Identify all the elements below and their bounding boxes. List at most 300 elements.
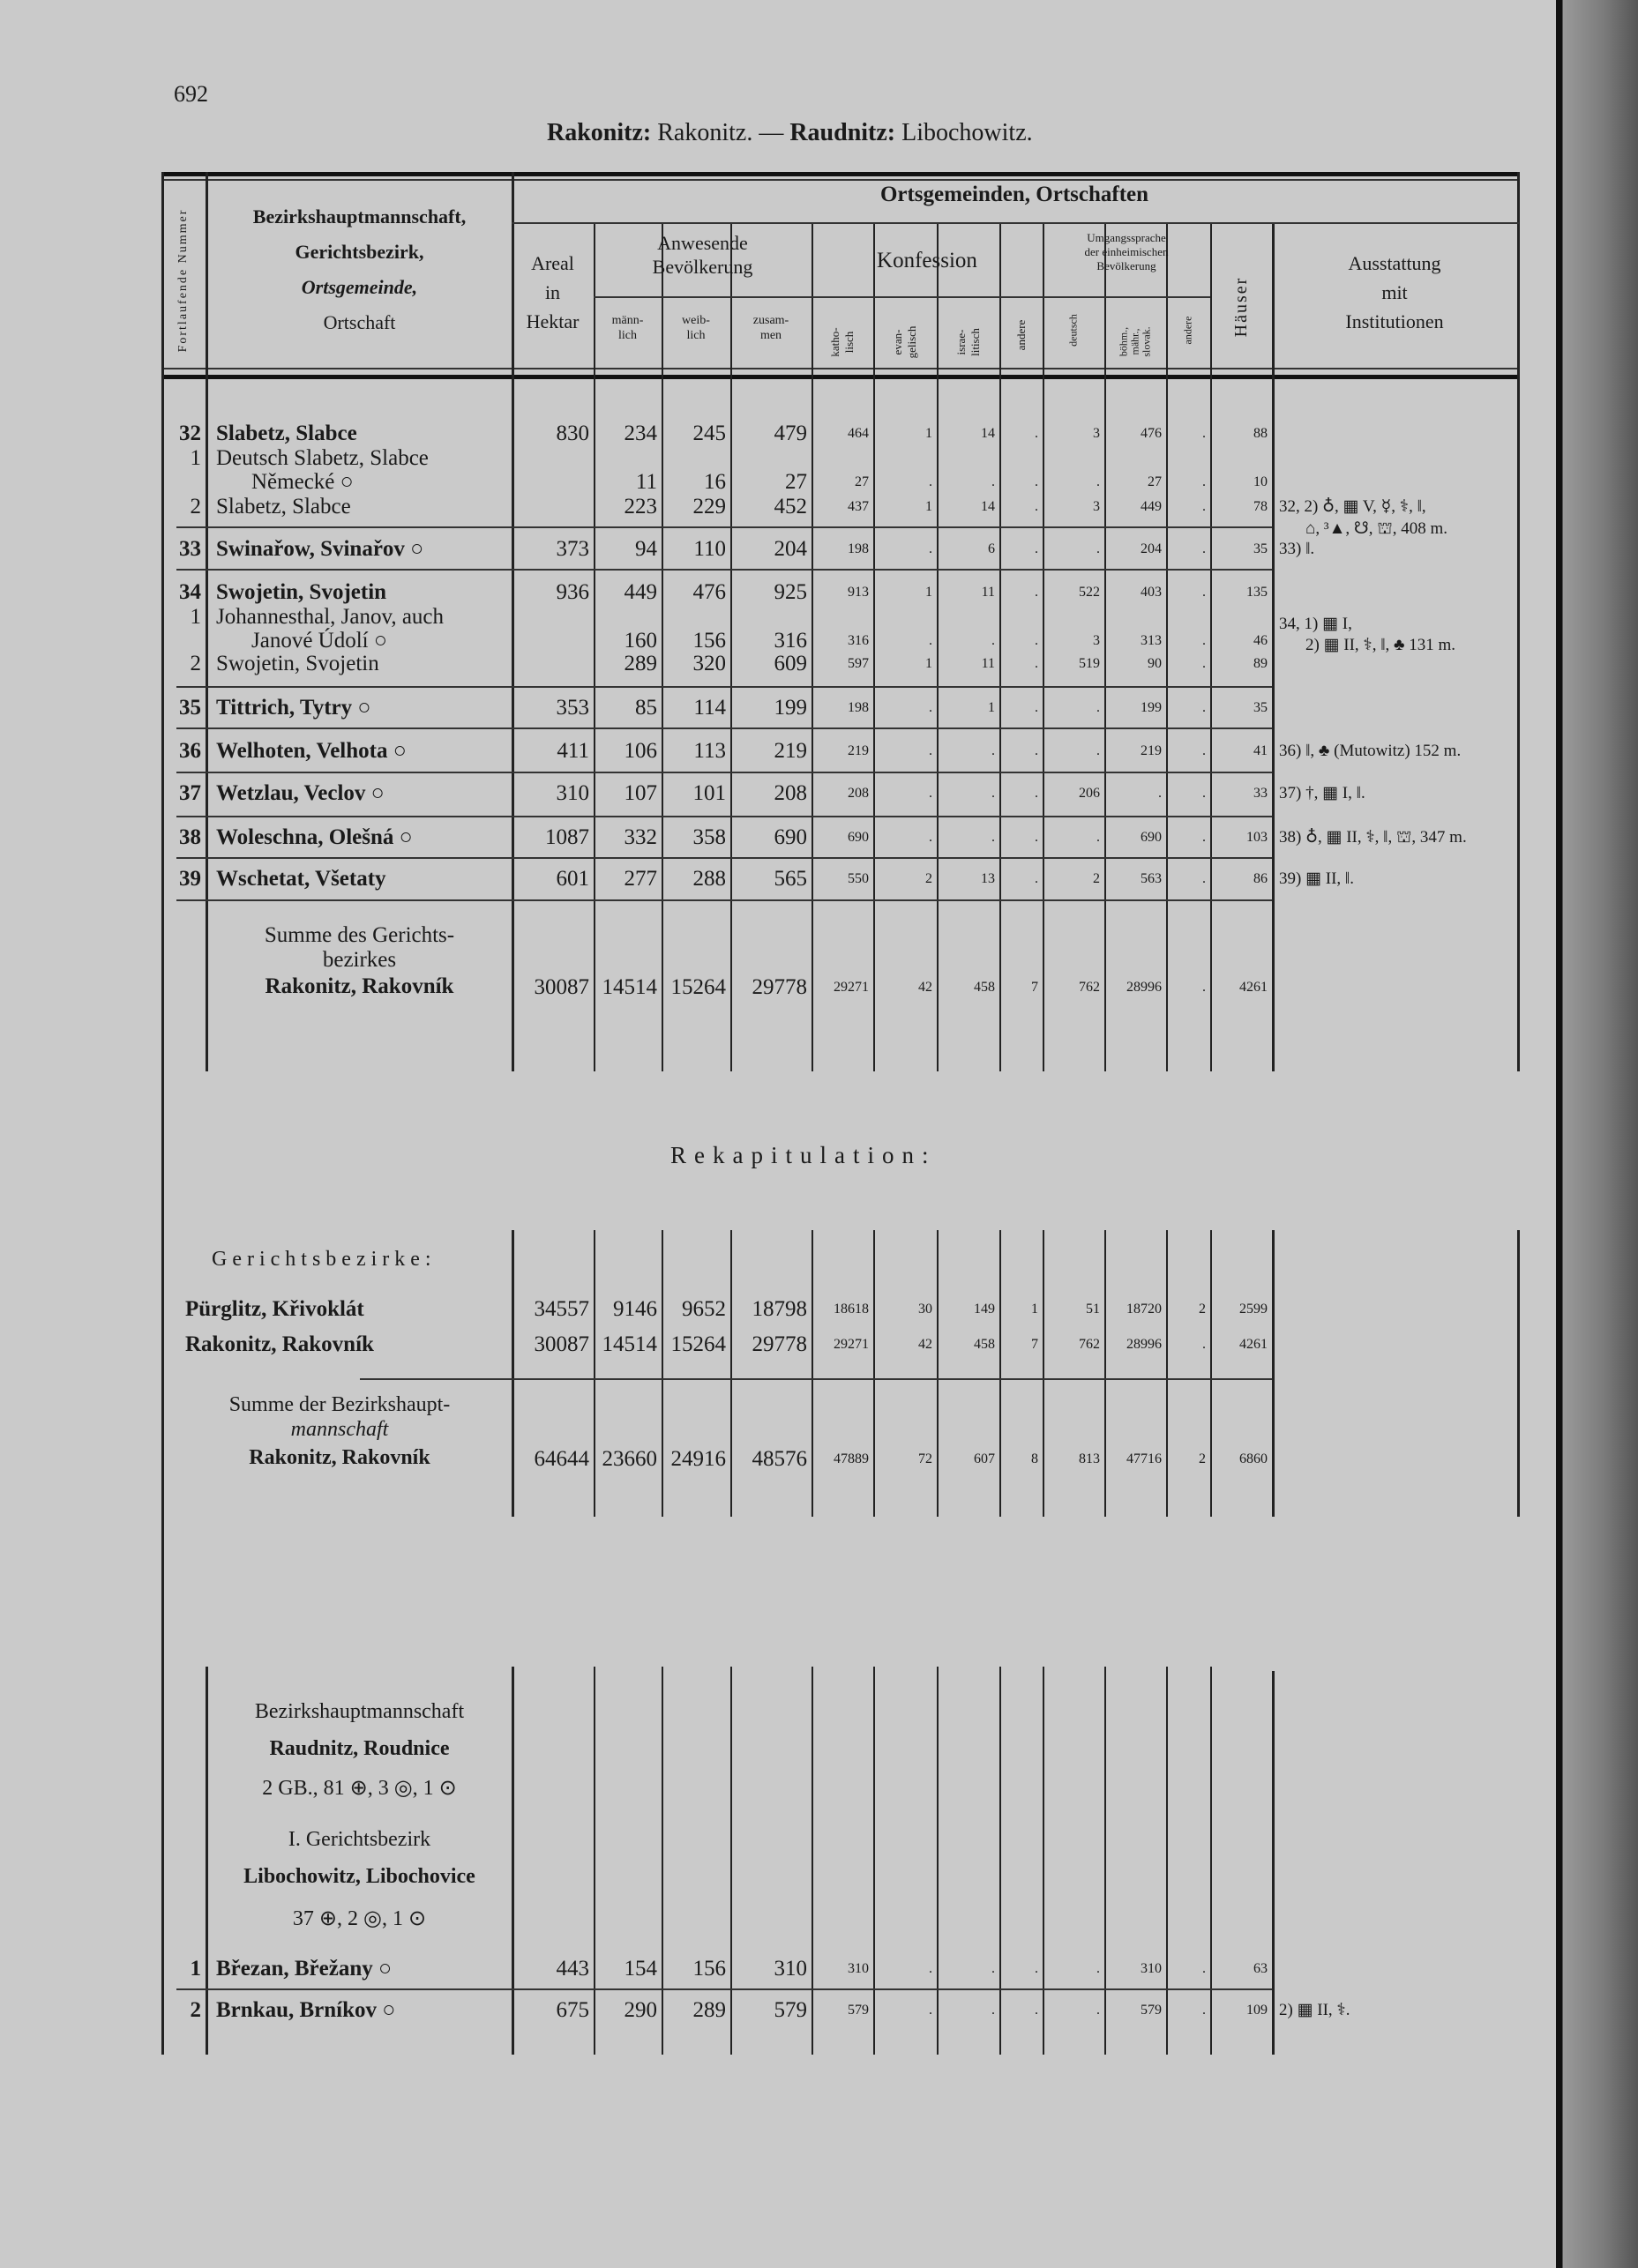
row-number: 37 [179, 781, 201, 805]
column-rule [594, 1667, 595, 2055]
column-rule [594, 1230, 595, 1517]
row-number: 2 [190, 652, 201, 675]
andere-sprache-cell: . [1202, 426, 1206, 441]
column-rule [873, 1667, 875, 2055]
katholisch-cell: 913 [848, 585, 869, 600]
boehmisch-cell: 219 [1141, 743, 1162, 758]
andere-konf-cell: . [1035, 2003, 1038, 2018]
row-rule [176, 526, 1272, 528]
deutsch-cell: 3 [1093, 499, 1100, 514]
boehmisch-cell: 199 [1141, 700, 1162, 715]
israelitisch-cell: . [991, 633, 995, 648]
evangelisch-cell: . [929, 786, 932, 801]
katholisch-cell: 198 [848, 541, 869, 556]
weiblich-cell: 358 [692, 825, 726, 849]
boehmisch-cell: 27 [1148, 474, 1162, 489]
andere-sprache-cell: . [1202, 2003, 1206, 2018]
column-rule [1517, 172, 1520, 1071]
row-number: 36 [179, 739, 201, 763]
israelitisch-cell: 6 [988, 541, 995, 556]
evangelisch-cell: 42 [918, 980, 932, 995]
haeuser-cell: 10 [1253, 474, 1268, 489]
weiblich-cell: 114 [693, 696, 726, 720]
areal-cell: 675 [556, 1998, 589, 2022]
weiblich-cell: 15264 [670, 1332, 726, 1356]
israelitisch-cell: . [991, 830, 995, 845]
row-rule [176, 727, 1272, 729]
deutsch-cell: . [1096, 1961, 1100, 1976]
haeuser-cell: 6860 [1239, 1451, 1268, 1466]
maennlich-cell: 14514 [602, 975, 657, 999]
row-rule [176, 857, 1272, 859]
zusammen-cell: 29778 [752, 975, 807, 999]
andere-konf-cell: . [1035, 700, 1038, 715]
place-name: Woleschna, Olešná ○ [216, 825, 413, 849]
katholisch-cell: 29271 [834, 980, 869, 995]
haeuser-cell: 89 [1253, 656, 1268, 671]
deutsch-cell: 2 [1093, 871, 1100, 886]
deutsch-cell: 3 [1093, 633, 1100, 648]
weiblich-cell: 320 [692, 652, 726, 675]
areal-cell: 443 [556, 1957, 589, 1981]
haeuser-cell: 88 [1253, 426, 1268, 441]
israelitisch-cell: 607 [974, 1451, 995, 1466]
israelitisch-cell: 1 [988, 700, 995, 715]
andere-konf-cell: . [1035, 1961, 1038, 1976]
maennlich-cell: 160 [624, 629, 657, 653]
katholisch-cell: 464 [848, 426, 869, 441]
zusammen-cell: 199 [774, 696, 807, 720]
evangelisch-cell: . [929, 743, 932, 758]
haeuser-cell: 33 [1253, 786, 1268, 801]
andere-sprache-cell: . [1202, 700, 1206, 715]
ausstattung-note: 32, 2) ♁, ▦ V, ☿, ⚕, ‖, [1279, 497, 1426, 516]
page-edge-shadow [1556, 0, 1638, 2268]
zusammen-cell: 316 [774, 629, 807, 653]
andere-konf-cell: . [1035, 743, 1038, 758]
weiblich-cell: 16 [704, 470, 726, 494]
deutsch-cell: 813 [1079, 1451, 1100, 1466]
place-name: Tittrich, Tytry ○ [216, 696, 371, 720]
row-number: 38 [179, 825, 201, 849]
row-rule [176, 686, 1272, 688]
header-name-line: Ortsgemeinde, [301, 276, 418, 298]
zusammen-cell: 27 [785, 470, 807, 494]
andere-konf-cell: . [1035, 499, 1038, 514]
maennlich-cell: 23660 [602, 1447, 657, 1471]
andere-konf-cell: . [1035, 541, 1038, 556]
row-number: 2 [190, 1998, 201, 2022]
evangelisch-cell: . [929, 2003, 932, 2018]
zusammen-cell: 565 [774, 867, 807, 891]
boehmisch-cell: 204 [1141, 541, 1162, 556]
deutsch-cell: 762 [1079, 980, 1100, 995]
maennlich-cell: 106 [624, 739, 657, 763]
andere-sprache-cell: . [1202, 541, 1206, 556]
weiblich-cell: 101 [692, 781, 726, 805]
column-rule [1104, 1230, 1106, 1517]
israelitisch-cell: . [991, 474, 995, 489]
ausstattung-note: 38) ♁, ▦ II, ⚕, ‖, ⛫, 347 m. [1279, 828, 1467, 847]
evangelisch-cell: . [929, 1961, 932, 1976]
row-number: 1 [190, 1957, 201, 1981]
boehmisch-cell: 28996 [1126, 1337, 1162, 1352]
row-rule [176, 772, 1272, 773]
zusammen-cell: 18798 [752, 1297, 807, 1321]
header-sprache-line: der einheimischen [1084, 245, 1169, 258]
katholisch-cell: 316 [848, 633, 869, 648]
column-rule [937, 1667, 939, 2055]
district-heading-line: Raudnitz, Roudnice [269, 1737, 450, 1760]
maennlich-cell: 94 [635, 537, 657, 561]
place-name: Deutsch Slabetz, Slabce [216, 446, 429, 470]
andere-sprache-cell: . [1202, 980, 1206, 995]
district-heading-line: Bezirkshauptmannschaft [254, 1700, 465, 1723]
header-sprache-line: Bevölkerung [1096, 259, 1156, 272]
column-rule [512, 222, 513, 1071]
title-district-2: Raudnitz: [789, 119, 896, 146]
recap-sum-label-line: Summe der Bezirkshaupt- [228, 1393, 451, 1416]
row-rule [176, 899, 1272, 901]
column-rule [999, 1230, 1001, 1517]
header-ausstattung-line: Institutionen [1345, 310, 1444, 332]
deutsch-cell: . [1096, 830, 1100, 845]
maennlich-cell: 234 [624, 422, 657, 445]
areal-cell: 30087 [534, 975, 589, 999]
header-deutsch: deutsch [1066, 314, 1080, 347]
ausstattung-note: 2) ▦ II, ⚕. [1279, 2001, 1350, 2019]
ausstattung-note: 34, 1) ▦ I, [1279, 615, 1352, 633]
title-district-1: Rakonitz: [547, 119, 652, 146]
maennlich-cell: 289 [624, 652, 657, 675]
zusammen-cell: 310 [774, 1957, 807, 1981]
andere-sprache-cell: . [1202, 585, 1206, 600]
row-number: 2 [190, 495, 201, 519]
boehmisch-cell: 476 [1141, 426, 1162, 441]
deutsch-cell: 206 [1079, 786, 1100, 801]
column-rule [161, 172, 164, 2055]
deutsch-cell: 519 [1079, 656, 1100, 671]
boehmisch-cell: 28996 [1126, 980, 1162, 995]
deutsch-cell: . [1096, 541, 1100, 556]
andere-sprache-cell: 2 [1199, 1302, 1206, 1317]
israelitisch-cell: . [991, 743, 995, 758]
katholisch-cell: 29271 [834, 1337, 869, 1352]
andere-konf-cell: . [1035, 633, 1038, 648]
katholisch-cell: 437 [848, 499, 869, 514]
column-rule [662, 1230, 663, 1517]
evangelisch-cell: 1 [925, 585, 932, 600]
header-israelitisch: israe- litisch [954, 328, 982, 356]
header-areal-line: Areal [531, 252, 574, 274]
column-rule [206, 1667, 208, 2055]
katholisch-cell: 198 [848, 700, 869, 715]
haeuser-cell: 86 [1253, 871, 1268, 886]
andere-konf-cell: . [1035, 585, 1038, 600]
weiblich-cell: 110 [693, 537, 726, 561]
haeuser-cell: 46 [1253, 633, 1268, 648]
evangelisch-cell: 30 [918, 1302, 932, 1317]
column-rule [1043, 1667, 1044, 2055]
header-ausstattung-line: Ausstattung [1348, 252, 1441, 274]
andere-sprache-cell: . [1202, 1337, 1206, 1352]
deutsch-cell: . [1096, 700, 1100, 715]
katholisch-cell: 18618 [834, 1302, 869, 1317]
row-number: 33 [179, 537, 201, 561]
weiblich-cell: 15264 [670, 975, 726, 999]
boehmisch-cell: 18720 [1126, 1302, 1162, 1317]
andere-konf-cell: . [1035, 426, 1038, 441]
haeuser-cell: 41 [1253, 743, 1268, 758]
column-rule [1043, 1230, 1044, 1517]
place-name: Swinařow, Svinařov ○ [216, 537, 424, 561]
haeuser-cell: 78 [1253, 499, 1268, 514]
column-rule [1210, 1667, 1212, 2055]
deutsch-cell: . [1096, 743, 1100, 758]
column-rule [999, 1667, 1001, 2055]
recap-sum-label-line: Rakonitz, Rakovník [249, 1446, 430, 1469]
place-name: Březan, Břežany ○ [216, 1957, 393, 1981]
title-dash: — [759, 119, 784, 146]
header-ausstattung-line: mit [1381, 281, 1408, 303]
place-name: Wschetat, Všetaty [216, 867, 386, 891]
israelitisch-cell: 11 [981, 585, 995, 600]
maennlich-cell: 9146 [613, 1297, 657, 1321]
row-rule [161, 172, 1519, 176]
evangelisch-cell: 1 [925, 656, 932, 671]
israelitisch-cell: . [991, 2003, 995, 2018]
zusammen-cell: 48576 [752, 1447, 807, 1471]
column-rule [873, 1230, 875, 1517]
haeuser-cell: 4261 [1239, 980, 1268, 995]
katholisch-cell: 690 [848, 830, 869, 845]
boehmisch-cell: 310 [1141, 1961, 1162, 1976]
andere-konf-cell: 1 [1031, 1302, 1038, 1317]
row-number: 32 [179, 422, 201, 445]
israelitisch-cell: 14 [981, 426, 995, 441]
recap-subtitle: Gerichtsbezirke: [212, 1248, 437, 1271]
andere-sprache-cell: . [1202, 474, 1206, 489]
andere-konf-cell: 7 [1031, 980, 1038, 995]
deutsch-cell: 51 [1086, 1302, 1100, 1317]
weiblich-cell: 476 [692, 580, 726, 604]
recap-district-name: Rakonitz, Rakovník [185, 1332, 374, 1356]
column-rule [812, 1667, 813, 2055]
haeuser-cell: 63 [1253, 1961, 1268, 1976]
israelitisch-cell: 11 [981, 656, 995, 671]
zusammen-cell: 219 [774, 739, 807, 763]
header-maennlich: männ- lich [611, 314, 644, 342]
header-weiblich: weib- lich [682, 314, 710, 342]
deutsch-cell: 3 [1093, 426, 1100, 441]
katholisch-cell: 597 [848, 656, 869, 671]
evangelisch-cell: 1 [925, 426, 932, 441]
deutsch-cell: . [1096, 474, 1100, 489]
header-haeuser: Häuser [1231, 276, 1251, 338]
haeuser-cell: 4261 [1239, 1337, 1268, 1352]
header-evangelisch: evan- gelisch [891, 325, 918, 359]
row-rule [594, 296, 812, 298]
boehmisch-cell: . [1158, 786, 1162, 801]
recap-sum-label-line: mannschaft [290, 1418, 389, 1441]
place-name: Brnkau, Brníkov ○ [216, 1998, 396, 2022]
andere-sprache-cell: . [1202, 743, 1206, 758]
maennlich-cell: 290 [624, 1998, 657, 2022]
andere-konf-cell: . [1035, 871, 1038, 886]
evangelisch-cell: 1 [925, 499, 932, 514]
header-ortsgemeinden: Ortsgemeinden, Ortschaften [879, 183, 1149, 206]
ausstattung-note: 33) ‖. [1279, 540, 1315, 558]
weiblich-cell: 24916 [670, 1447, 726, 1471]
maennlich-cell: 449 [624, 580, 657, 604]
column-rule [1166, 1667, 1168, 2055]
boehmisch-cell: 449 [1141, 499, 1162, 514]
andere-konf-cell: 8 [1031, 1451, 1038, 1466]
header-areal-line: Hektar [526, 310, 580, 332]
header-andere-sprache: andere [1181, 316, 1194, 345]
deutsch-cell: 762 [1079, 1337, 1100, 1352]
row-rule [161, 179, 1519, 181]
katholisch-cell: 219 [848, 743, 869, 758]
row-number: 39 [179, 867, 201, 891]
weiblich-cell: 229 [692, 495, 726, 519]
column-rule [1272, 1671, 1275, 2055]
place-name: Slabetz, Slabce [216, 422, 357, 445]
katholisch-cell: 550 [848, 871, 869, 886]
header-zusammen: zusam- men [752, 314, 789, 342]
zusammen-cell: 452 [774, 495, 807, 519]
haeuser-cell: 135 [1246, 585, 1268, 600]
row-number: 1 [190, 605, 201, 629]
haeuser-cell: 109 [1246, 2003, 1268, 2018]
evangelisch-cell: . [929, 633, 932, 648]
evangelisch-cell: 42 [918, 1337, 932, 1352]
column-rule [1272, 1230, 1275, 1517]
column-rule [730, 1230, 732, 1517]
district-heading-line: I. Gerichtsbezirk [288, 1828, 431, 1851]
zusammen-cell: 690 [774, 825, 807, 849]
israelitisch-cell: 14 [981, 499, 995, 514]
boehmisch-cell: 403 [1141, 585, 1162, 600]
areal-cell: 30087 [534, 1332, 589, 1356]
column-rule [1104, 1667, 1106, 2055]
areal-cell: 936 [556, 580, 589, 604]
andere-sprache-cell: . [1202, 786, 1206, 801]
maennlich-cell: 332 [624, 825, 657, 849]
place-name: Johannesthal, Janov, auch [216, 605, 445, 629]
andere-sprache-cell: . [1202, 633, 1206, 648]
column-rule [662, 1667, 663, 2055]
sum-label-line: Summe des Gerichts- [264, 923, 455, 947]
evangelisch-cell: . [929, 474, 932, 489]
areal-cell: 830 [556, 422, 589, 445]
weiblich-cell: 288 [692, 867, 726, 891]
israelitisch-cell: 458 [974, 980, 995, 995]
areal-cell: 373 [556, 537, 589, 561]
andere-konf-cell: . [1035, 656, 1038, 671]
evangelisch-cell: . [929, 541, 932, 556]
israelitisch-cell: . [991, 1961, 995, 1976]
place-name: Německé ○ [251, 470, 354, 494]
recap-district-name: Pürglitz, Křivoklát [185, 1297, 364, 1321]
katholisch-cell: 579 [848, 2003, 869, 2018]
katholisch-cell: 310 [848, 1961, 869, 1976]
header-boehmisch: böhm., mähr., slovak. [1117, 326, 1153, 357]
zusammen-cell: 579 [774, 1998, 807, 2022]
maennlich-cell: 154 [624, 1957, 657, 1981]
place-name: Wetzlau, Veclov ○ [216, 781, 385, 805]
column-rule [1517, 1230, 1520, 1517]
row-number: 34 [179, 580, 201, 604]
header-name-line: Ortschaft [323, 311, 396, 333]
areal-cell: 64644 [534, 1447, 589, 1471]
boehmisch-cell: 563 [1141, 871, 1162, 886]
deutsch-cell: 522 [1079, 585, 1100, 600]
boehmisch-cell: 313 [1141, 633, 1162, 648]
district-heading-line: 37 ⊕, 2 ◎, 1 ⊙ [292, 1907, 427, 1930]
maennlich-cell: 223 [624, 495, 657, 519]
evangelisch-cell: 72 [918, 1451, 932, 1466]
header-konfession: Konfession [877, 249, 977, 272]
maennlich-cell: 277 [624, 867, 657, 891]
row-number: 1 [190, 446, 201, 470]
areal-cell: 34557 [534, 1297, 589, 1321]
row-rule [812, 296, 1043, 298]
areal-cell: 353 [556, 696, 589, 720]
andere-sprache-cell: . [1202, 656, 1206, 671]
header-bevoelkerung-line: Bevölkerung [652, 256, 753, 278]
row-rule [176, 816, 1272, 817]
weiblich-cell: 156 [692, 629, 726, 653]
row-number: 35 [179, 696, 201, 720]
page-number: 692 [174, 81, 208, 107]
row-rule [360, 1378, 1272, 1380]
header-fortlaufende-nummer: Fortlaufende Nummer [176, 208, 190, 353]
weiblich-cell: 9652 [682, 1297, 726, 1321]
areal-cell: 1087 [545, 825, 589, 849]
israelitisch-cell: . [991, 786, 995, 801]
column-rule [937, 1230, 939, 1517]
header-katholisch: katho- lisch [828, 327, 856, 357]
column-rule [812, 1230, 813, 1517]
israelitisch-cell: 458 [974, 1337, 995, 1352]
maennlich-cell: 85 [635, 696, 657, 720]
column-rule [512, 1667, 513, 2055]
areal-cell: 601 [556, 867, 589, 891]
sum-label-line: bezirkes [322, 948, 397, 972]
ausstattung-note: ⌂, ³▲, ☋, ⛫, 408 m. [1305, 519, 1448, 538]
district-heading-line: Libochowitz, Libochovice [243, 1865, 475, 1888]
evangelisch-cell: . [929, 830, 932, 845]
weiblich-cell: 113 [693, 739, 726, 763]
column-rule [512, 1230, 513, 1517]
haeuser-cell: 35 [1253, 700, 1268, 715]
header-bevoelkerung-line: Anwesende [657, 232, 748, 254]
evangelisch-cell: . [929, 700, 932, 715]
column-rule [1166, 1230, 1168, 1517]
column-rule [1210, 1230, 1212, 1517]
andere-konf-cell: 7 [1031, 1337, 1038, 1352]
israelitisch-cell: 149 [974, 1302, 995, 1317]
place-name: Welhoten, Velhota ○ [216, 739, 407, 763]
ausstattung-note: 37) †, ▦ I, ‖. [1279, 784, 1365, 802]
katholisch-cell: 47889 [834, 1451, 869, 1466]
row-rule [176, 569, 1272, 571]
boehmisch-cell: 579 [1141, 2003, 1162, 2018]
andere-sprache-cell: . [1202, 1961, 1206, 1976]
column-rule [1272, 222, 1275, 1071]
katholisch-cell: 27 [855, 474, 869, 489]
